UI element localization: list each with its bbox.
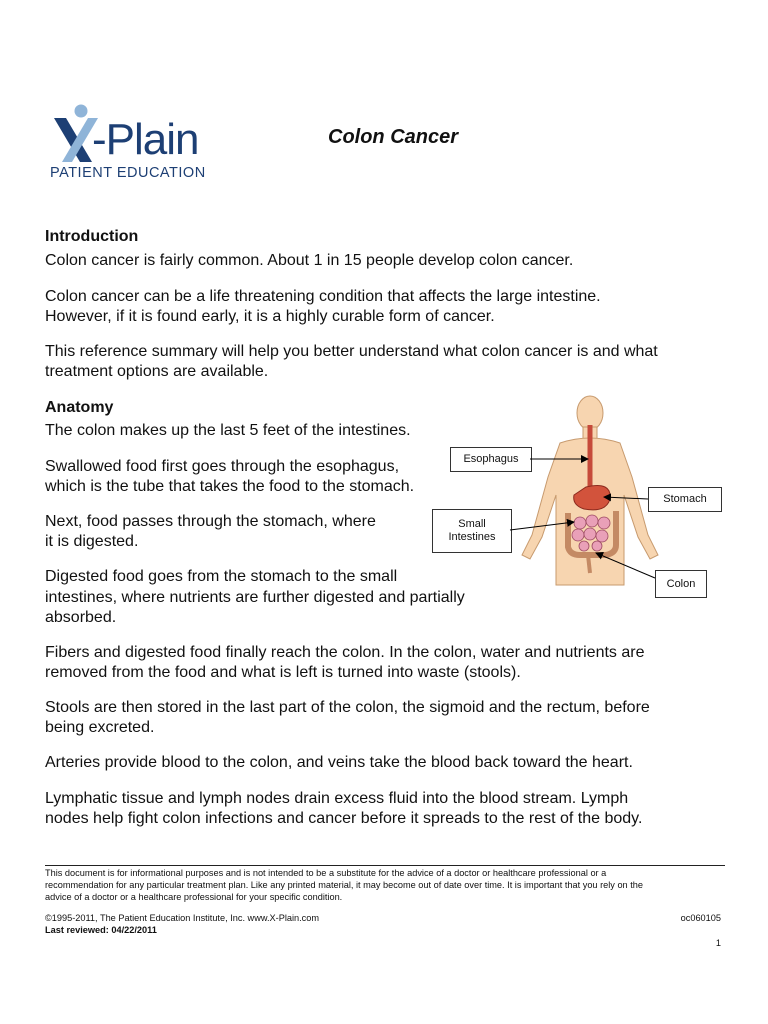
small-intestines-label bbox=[432, 509, 512, 553]
anatomy-paragraph-6a: Stools are then stored in the last part of the colon, the sigmoid and the rectum, before bbox=[45, 699, 650, 716]
anatomy-paragraph-3a: Next, food passes through the stomach, where bbox=[45, 513, 376, 530]
small-intestines-label-line-1: Small bbox=[458, 518, 486, 530]
anatomy-paragraph-1: The colon makes up the last 5 feet of the intestines. bbox=[45, 422, 411, 439]
anatomy-paragraph-6b: being excreted. bbox=[45, 719, 155, 736]
page-number: 1 bbox=[715, 938, 721, 948]
anatomy-paragraph-4a: Digested food goes from the stomach to the small bbox=[45, 568, 398, 585]
anatomy-paragraph-2a: Swallowed food first goes through the esophagus, bbox=[45, 458, 400, 475]
colon-label: Colon bbox=[655, 570, 707, 598]
disclaimer-line-2: recommendation for any particular treatment plan. Like any printed material, it may become out of date over time. It is important that you rely on the bbox=[45, 880, 643, 890]
copyright: ©1995-2011, The Patient Education Institute, Inc. www.X-Plain.com bbox=[45, 913, 320, 923]
disclaimer-line-3: advice of a doctor or a healthcare professional for your specific condition. bbox=[45, 892, 343, 902]
intro-paragraph-3a: This reference summary will help you better understand what colon cancer is and what bbox=[45, 343, 658, 360]
anatomy-paragraph-5a: Fibers and digested food finally reach the colon. In the colon, water and nutrients are bbox=[45, 644, 645, 661]
intro-paragraph-2a: Colon cancer can be a life threatening condition that affects the large intestine. bbox=[45, 288, 601, 305]
small-intestines-label-line-2: Intestines bbox=[448, 531, 496, 543]
page-title: Colon Cancer bbox=[328, 126, 459, 148]
anatomy-paragraph-7: Arteries provide blood to the colon, and veins take the blood back toward the heart. bbox=[45, 754, 633, 771]
intro-heading: Introduction bbox=[45, 228, 139, 245]
body-anatomy-illustration bbox=[520, 395, 662, 590]
anatomy-paragraph-4b: intestines, where nutrients are further digested and partially bbox=[45, 589, 465, 606]
intro-paragraph-1: Colon cancer is fairly common. About 1 in 15 people develop colon cancer. bbox=[45, 252, 574, 269]
anatomy-paragraph-5b: removed from the food and what is left is turned into waste (stools). bbox=[45, 664, 521, 681]
intro-paragraph-2b: However, if it is found early, it is a highly curable form of cancer. bbox=[45, 308, 495, 325]
anatomy-paragraph-8a: Lymphatic tissue and lymph nodes drain excess fluid into the blood stream. Lymph bbox=[45, 790, 629, 807]
footer-divider bbox=[45, 865, 725, 866]
anatomy-paragraph-8b: nodes help fight colon infections and cancer before it spreads to the rest of the body. bbox=[45, 810, 643, 827]
document-code: oc060105 bbox=[680, 913, 721, 923]
anatomy-heading: Anatomy bbox=[45, 399, 114, 416]
esophagus-label: Esophagus bbox=[450, 447, 532, 472]
disclaimer-line-1: This document is for informational purposes and is not intended to be a substitute for the advice of a doctor or healthcare professional or a bbox=[45, 868, 607, 878]
logo-subtitle: PATIENT EDUCATION bbox=[50, 165, 206, 181]
anatomy-paragraph-4c: absorbed. bbox=[45, 609, 117, 626]
anatomy-paragraph-2b: which is the tube that takes the food to the stomach. bbox=[45, 478, 415, 495]
logo-wordmark: -Plain bbox=[92, 115, 199, 164]
anatomy-paragraph-3b: it is digested. bbox=[45, 533, 139, 550]
last-reviewed: Last reviewed: 04/22/2011 bbox=[45, 925, 157, 935]
intro-paragraph-3b: treatment options are available. bbox=[45, 363, 269, 380]
stomach-label: Stomach bbox=[648, 487, 722, 512]
